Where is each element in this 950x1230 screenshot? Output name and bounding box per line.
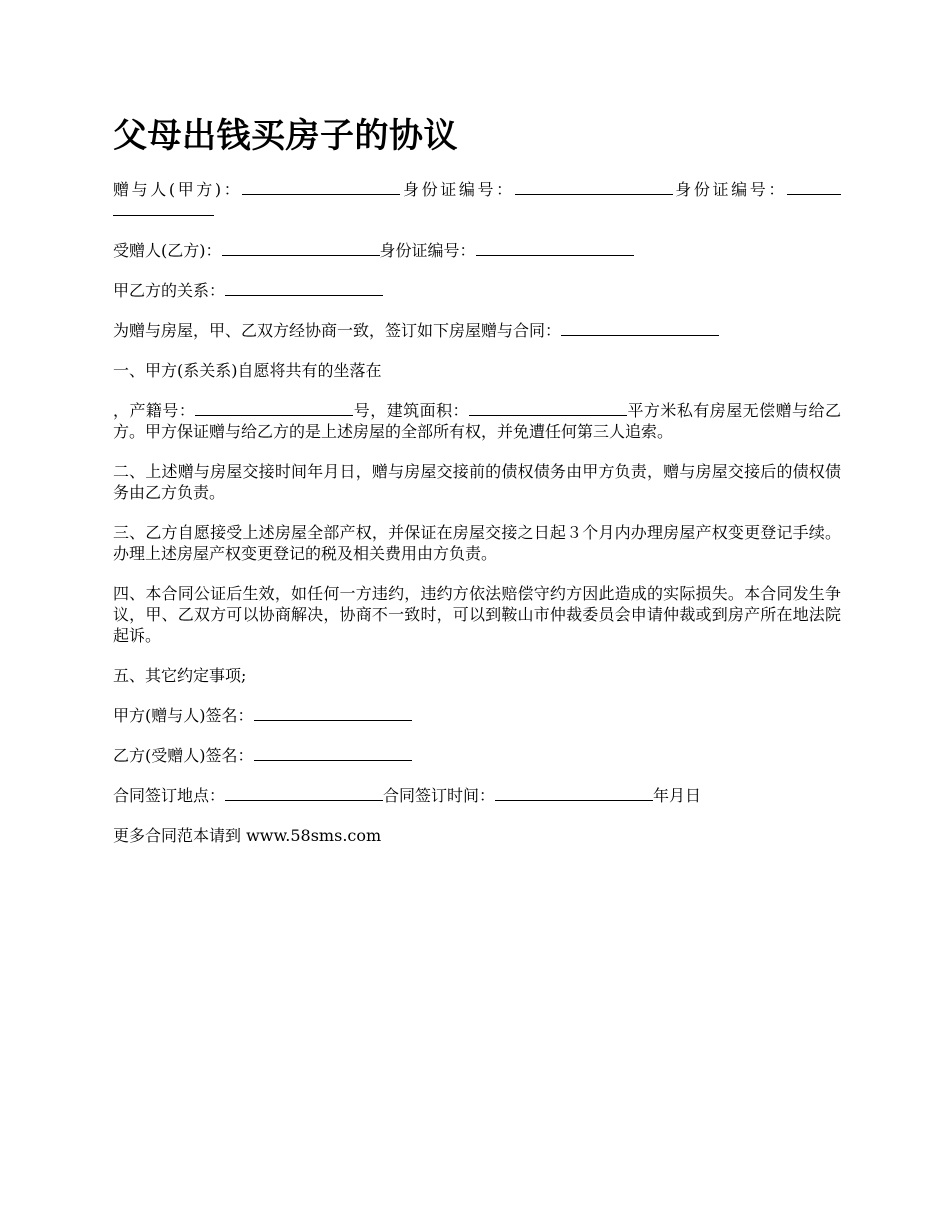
- donee-line: [113, 240, 841, 261]
- donor-line: [113, 179, 841, 221]
- date-suffix: 年月日: [653, 786, 702, 805]
- clause-3: 三、乙方自愿接受上述房屋全部产权，并保证在房屋交接之日起３个月内办理房屋产权变更登记手续。办理上述房屋产权变更登记的税及相关费用由方负责。: [113, 523, 841, 563]
- donor-label: 赠与人(甲方)：: [113, 180, 243, 199]
- signature-b-line: [113, 745, 841, 766]
- place-blank: [225, 786, 383, 801]
- area-blank: [469, 401, 627, 416]
- relation-label: 甲乙方的关系：: [113, 281, 226, 300]
- clause-1-b: [113, 400, 841, 442]
- signature-a-label: 甲方(赠与人)签名：: [113, 706, 254, 725]
- donee-blank: [222, 241, 380, 256]
- signature-a-blank: [254, 706, 412, 721]
- id-blank-3: [476, 241, 634, 256]
- footer-note: 更多合同范本请到 www.58sms.com: [113, 826, 382, 845]
- document-page: [113, 112, 841, 865]
- id-label-1: 身份证编号：: [400, 180, 515, 199]
- id-label-3: 身份证编号：: [379, 241, 476, 260]
- clause-1-b-part1: ，产籍号：: [113, 401, 196, 420]
- clause-2: 二、上述赠与房屋交接时间年月日，赠与房屋交接前的债权债务由甲方负责，赠与房屋交接后的债权债务由乙方负责。: [113, 462, 841, 502]
- intro-blank: [561, 321, 719, 336]
- id-blank-2-wrap: [113, 201, 214, 216]
- intro-line: [113, 320, 841, 341]
- clause-1-b-part3: 平方米私有房屋无偿赠与给乙方。甲方保证赠与给乙方的是上述房屋的全部所有权，并免遭任何第三人追索。: [113, 401, 841, 441]
- clause-5: 五、其它约定事项;: [113, 666, 247, 685]
- signature-b-blank: [254, 746, 412, 761]
- signature-a-line: [113, 705, 841, 726]
- time-blank: [495, 786, 653, 801]
- id-label-2: 身份证编号：: [672, 180, 787, 199]
- time-label: 合同签订时间：: [383, 786, 496, 805]
- clause-1-a: 一、甲方(系关系)自愿将共有的坐落在: [113, 361, 382, 380]
- id-blank-1: [515, 180, 673, 195]
- intro-text: 为赠与房屋，甲、乙双方经协商一致，签订如下房屋赠与合同：: [113, 321, 562, 340]
- clause-4: 四、本合同公证后生效，如任何一方违约，违约方依法赔偿守约方因此造成的实际损失。本合同发生争议，甲、乙双方可以协商解决，协商不一致时，可以到鞍山市仲裁委员会申请仲裁或到房产所在地法院起诉。: [113, 584, 841, 645]
- place-label: 合同签订地点：: [113, 786, 226, 805]
- signing-info-line: [113, 785, 841, 806]
- relation-blank: [225, 281, 383, 296]
- register-number-blank: [195, 401, 353, 416]
- signature-b-label: 乙方(受赠人)签名：: [113, 746, 254, 765]
- id-blank-2: [787, 180, 841, 195]
- donor-blank: [242, 180, 400, 195]
- relation-line: [113, 280, 841, 301]
- clause-1-b-part2: 号，建筑面积：: [353, 401, 469, 420]
- donee-label: 受赠人(乙方)：: [113, 241, 222, 260]
- document-title: 父母出钱买房子的协议: [113, 116, 458, 156]
